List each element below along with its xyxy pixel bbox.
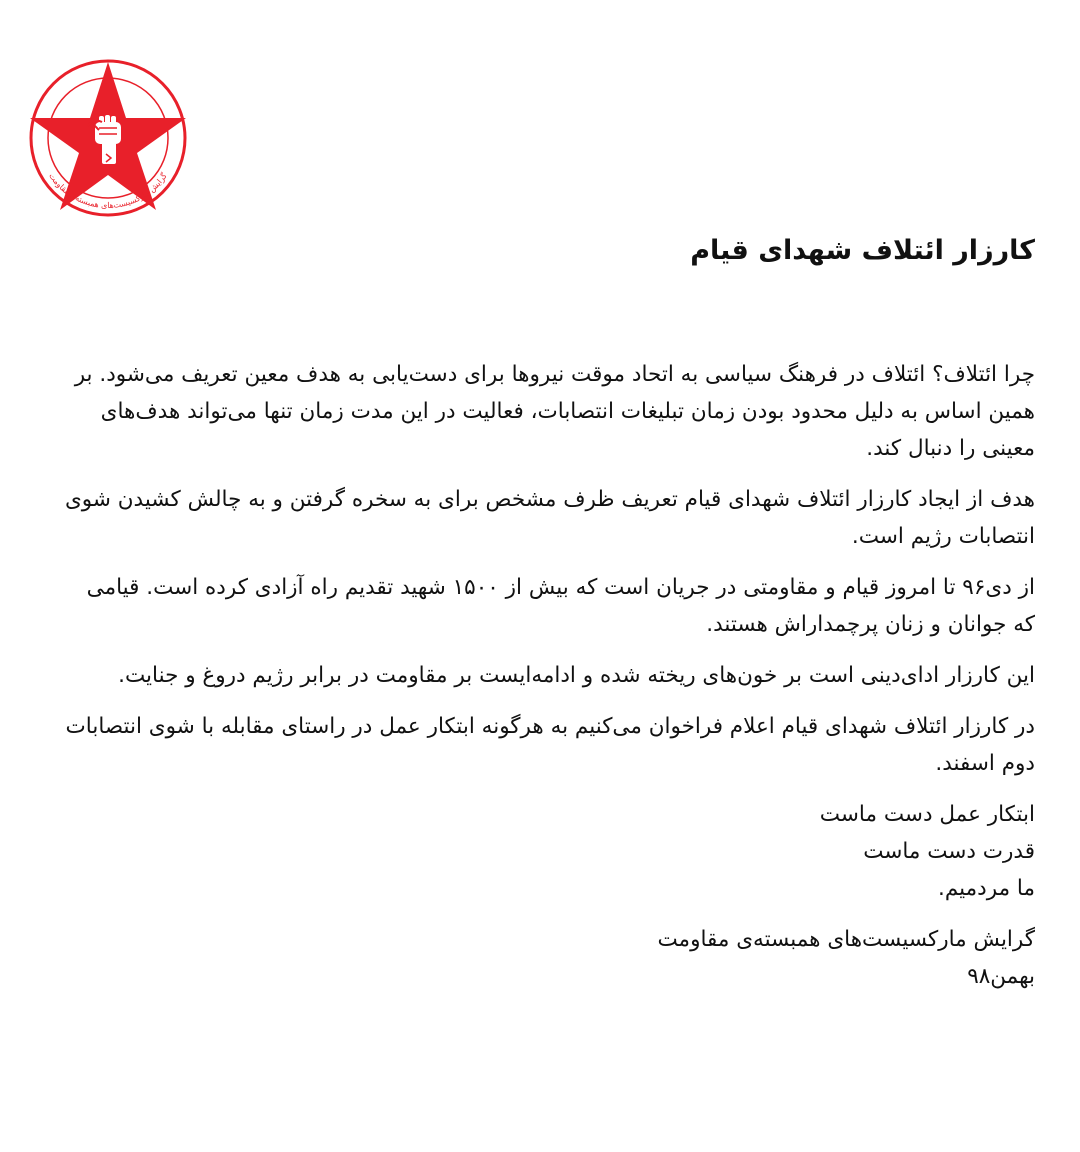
paragraph-campaign-goal: هدف از ایجاد کارزار ائتلاف شهدای قیام تعریف ظرف مشخص برای به سخره گرفتن و به چالش کشیدن شوی انتصابات رژیم است. <box>64 486 1035 549</box>
signature <box>60 921 1035 995</box>
document-title: کارزار ائتلاف شهدای قیام <box>690 235 1035 266</box>
organization-logo <box>26 56 190 220</box>
paragraph-tribute: این کارزار ادای‌دینی است بر خون‌های ریخته شده و ادامه‌ایست بر مقاومت در برابر رژیم دروغ و جنایت. <box>118 662 1035 688</box>
paragraph-why-coalition: چرا ائتلاف؟ ائتلاف در فرهنگ سیاسی به اتحاد موقت نیروها برای دست‌یابی به هدف معین تعریف می‌شود. بر همین اساس به دلیل محدود بودن زمان تبلیغات انتصابات، فعالیت در این مدت زمان تنها می‌تواند هدف‌های معینی را دنبال کند. <box>74 361 1035 461</box>
paragraph-call-to-action: در کارزار ائتلاف شهدای قیام اعلام فراخوان می‌کنیم به هرگونه ابتکار عمل در راستای مقابله با شوی انتصابات دوم اسفند. <box>65 713 1035 776</box>
slogans <box>60 796 1035 907</box>
statement-document <box>60 232 1035 995</box>
slogan-line: ما مردمیم. <box>937 875 1035 901</box>
signature-date: بهمن۹۸ <box>967 963 1035 989</box>
paragraph-uprising: از دی۹۶ تا امروز قیام و مقاومتی در جریان است که بیش از ۱۵۰۰ شهید تقدیم راه آزادی کرده است. قیامی که جوانان و زنان پرچمداراش هستند. <box>86 574 1035 637</box>
signature-organization: گرایش مارکسیست‌های همبسته‌ی مقاومت <box>657 926 1035 952</box>
slogan-line: قدرت دست ماست <box>863 838 1035 864</box>
logo-text: گرایش مارکسیست‌های همبسته‌ی مقاومت <box>47 171 169 211</box>
slogan-line: ابتکار عمل دست ماست <box>819 801 1035 827</box>
